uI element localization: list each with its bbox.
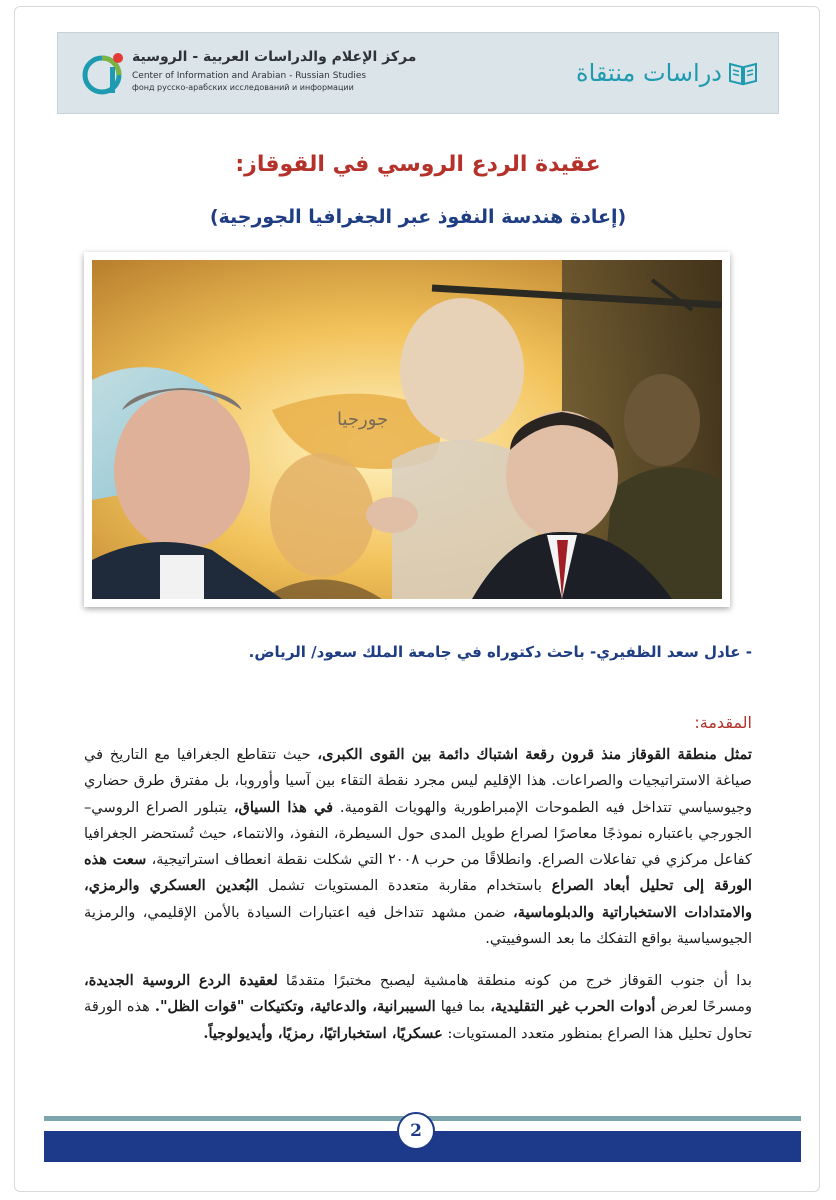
caucasus-leaders-collage <box>92 260 722 599</box>
page-number: 2 <box>397 1112 435 1150</box>
center-name-english: Center of Information and Arabian - Russian Studies <box>132 71 367 81</box>
author-line: - عادل سعد الظفيري- باحث دكتوراه في جامعة الملك سعود/ الرياض. <box>248 643 752 661</box>
p2-text-d: هذه الورقة تحاول تحليل هذا الصراع بمنظور متعدد المستويات: <box>84 998 752 1042</box>
p2-emphasis-levels: عسكريًا، استخباراتيًا، رمزيًا، وأيديولوجياً. <box>203 1024 443 1042</box>
article-subtitle: (إعادة هندسة النفوذ عبر الجغرافيا الجورجية) <box>209 206 627 228</box>
p1-emphasis-context: في هذا السياق، <box>233 798 334 816</box>
p2-text-b: ومسرحًا لعرض <box>655 998 753 1016</box>
p1-text-b: يتبلور الصراع الروسي–الجورجي باعتباره نموذجًا معاصرًا لصراع طويل المدى حول السيطرة، النفوذ، والانتماء، حيث تُستحضر الجغرافيا كفاعل مركزي في تفاعلات الصراع. وانطلاقًا من حرب ٢٠٠٨ التي شكلت نقطة انعطاف استراتيجية، <box>84 798 752 869</box>
p1-emphasis-aim: سعت هذه الورقة إلى تحليل أبعاد الصراع <box>84 851 752 895</box>
page-header <box>57 32 779 114</box>
article-image <box>92 260 722 599</box>
book-icon <box>728 60 758 86</box>
p1-emphasis-dimensions: البُعدين العسكري والرمزي، والامتدادات الاستخباراتية والدبلوماسية، <box>84 877 752 921</box>
p2-text-c: بما فيها <box>435 998 491 1016</box>
p2-emphasis-cyber: السيبرانية، والدعائية، وتكتيكات "قوات الظل". <box>154 998 436 1016</box>
intro-paragraph-1 <box>84 742 752 952</box>
map-label-georgia: جورجيا <box>337 409 389 430</box>
series-brand <box>576 55 758 91</box>
article-image-frame <box>84 252 730 607</box>
center-logo <box>80 47 417 103</box>
article-title: عقيدة الردع الروسي في القوقاز: <box>235 152 601 177</box>
center-name-arabic: مركز الإعلام والدراسات العربية - الروسية <box>132 49 417 65</box>
intro-paragraph-2 <box>84 968 752 1047</box>
series-title: دراسات منتقاة <box>576 59 722 87</box>
p1-text-d: ضمن مشهد تتداخل فيه اعتبارات السيادة بالأمن الإقليمي، والرمزية الجيوسياسية بواقع التفكك ما بعد السوفييتي. <box>84 903 752 948</box>
center-name-russian: фонд русско-арабских исследований и информации <box>132 83 354 92</box>
p2-text-a: بدا أن جنوب القوقاز خرج من كونه منطقة هامشية ليصبح مختبرًا متقدمًا <box>277 972 752 989</box>
p1-text-c: باستخدام مقاربة متعددة المستويات تشمل <box>258 877 552 895</box>
p1-text-a: حيث تتقاطع الجغرافيا مع التاريخ في صياغة الاستراتيجيات والصراعات. هذا الإقليم ليس مجرد نقطة التقاء بين آسيا وأوروبا، بل مفترق طرق حضاري وجيوسياسي تتداخل فيه الطموحات الإمبراطورية والهويات القومية. <box>84 746 753 816</box>
p1-lead: تمثل منطقة القوقاز منذ قرون رقعة اشتباك دائمة بين القوى الكبرى، <box>317 746 752 763</box>
p2-emphasis-doctrine: لعقيدة الردع الروسية الجديدة، <box>84 972 278 989</box>
center-logo-icon <box>80 49 128 97</box>
intro-heading: المقدمة: <box>694 713 752 732</box>
p2-emphasis-tools: أدوات الحرب غير التقليدية، <box>490 998 656 1016</box>
